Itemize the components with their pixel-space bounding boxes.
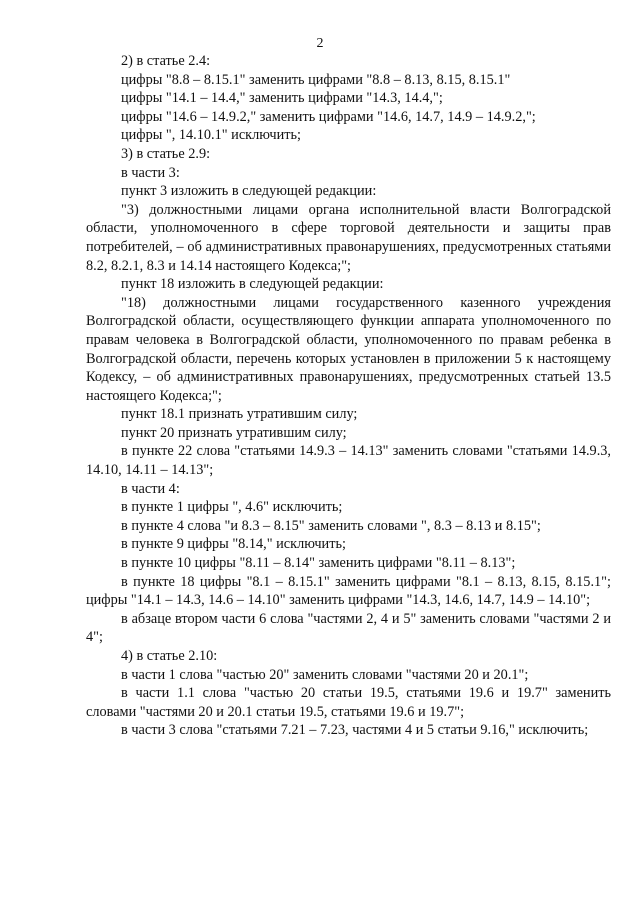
paragraph: в части 3:	[121, 164, 180, 181]
paragraph: в пункте 1 цифры ", 4.6" исключить;	[121, 499, 343, 516]
paragraph: в пункте 18 цифры "8.1 – 8.15.1" заменить цифрами "8.1 – 8.13, 8.15, 8.15.1"; цифры "14.1 – 14.3, 14.6 – 14.10" заменить цифрами "14.3, 14.6, 14.7, 14.9 – 14.10";	[86, 573, 611, 609]
paragraph: "18) должностными лицами государственного казенного учреждения Волгоградской области, осуществляющего функции аппарата уполномоченного по правам человека в Волгоградской области, уполномоченного по правам ребенка в Волгоградской области, перечень которых установлен в приложении 5 к настоящему Кодексу, – об административных правонарушениях, предусмотренных статьей 13.5 настоящего Кодекса;";	[86, 294, 611, 404]
paragraph: пункт 18 изложить в следующей редакции:	[121, 276, 384, 293]
paragraph: пункт 18.1 признать утратившим силу;	[121, 406, 358, 423]
paragraph: 4) в статье 2.10:	[121, 648, 218, 664]
paragraph: 3) в статье 2.9:	[121, 145, 211, 162]
page-number: 2	[316, 36, 324, 51]
paragraph: цифры "14.6 – 14.9.2," заменить цифрами "14.6, 14.7, 14.9 – 14.9.2,";	[121, 108, 536, 125]
paragraph: в части 4:	[121, 480, 180, 497]
paragraph: в абзаце втором части 6 слова "частями 2, 4 и 5" заменить словами "частями 2 и 4";	[86, 610, 611, 646]
paragraph: цифры ", 14.10.1" исключить;	[121, 127, 301, 144]
paragraph: в части 3 слова "статьями 7.21 – 7.23, частями 4 и 5 статьи 9.16," исключить;	[121, 722, 589, 739]
paragraph: в пункте 22 слова "статьями 14.9.3 – 14.13" заменить словами "статьями 14.9.3, 14.10, 14.11 – 14.13";	[86, 443, 611, 479]
paragraph: в части 1 слова "частью 20" заменить словами "частями 20 и 20.1";	[121, 666, 529, 683]
document-body	[86, 52, 611, 740]
paragraph: 2) в статье 2.4:	[121, 53, 211, 69]
paragraph: пункт 20 признать утратившим силу;	[121, 424, 347, 441]
paragraph: пункт 3 изложить в следующей редакции:	[121, 183, 377, 200]
paragraph: "3) должностными лицами органа исполнительной власти Волгоградской области, уполномоченного в сфере торговой деятельности и защиты прав потребителей, – об административных правонарушениях, предусмотренных статьями 8.2, 8.2.1, 8.3 и 14.14 настоящего Кодекса;";	[86, 201, 611, 274]
paragraph: цифры "8.8 – 8.15.1" заменить цифрами "8.8 – 8.13, 8.15, 8.15.1"	[121, 71, 511, 88]
paragraph: в пункте 10 цифры "8.11 – 8.14" заменить цифрами "8.11 – 8.13";	[121, 555, 516, 572]
paragraph: цифры "14.1 – 14.4," заменить цифрами "14.3, 14.4,";	[121, 90, 443, 107]
paragraph: в части 1.1 слова "частью 20 статьи 19.5, статьями 19.6 и 19.7" заменить словами "частями 20 и 20.1 статьи 19.5, статьями 19.6 и 19.7";	[86, 685, 611, 720]
paragraph: в пункте 9 цифры "8.14," исключить;	[121, 536, 346, 553]
paragraph: в пункте 4 слова "и 8.3 – 8.15" заменить словами ", 8.3 – 8.13 и 8.15";	[121, 517, 541, 534]
